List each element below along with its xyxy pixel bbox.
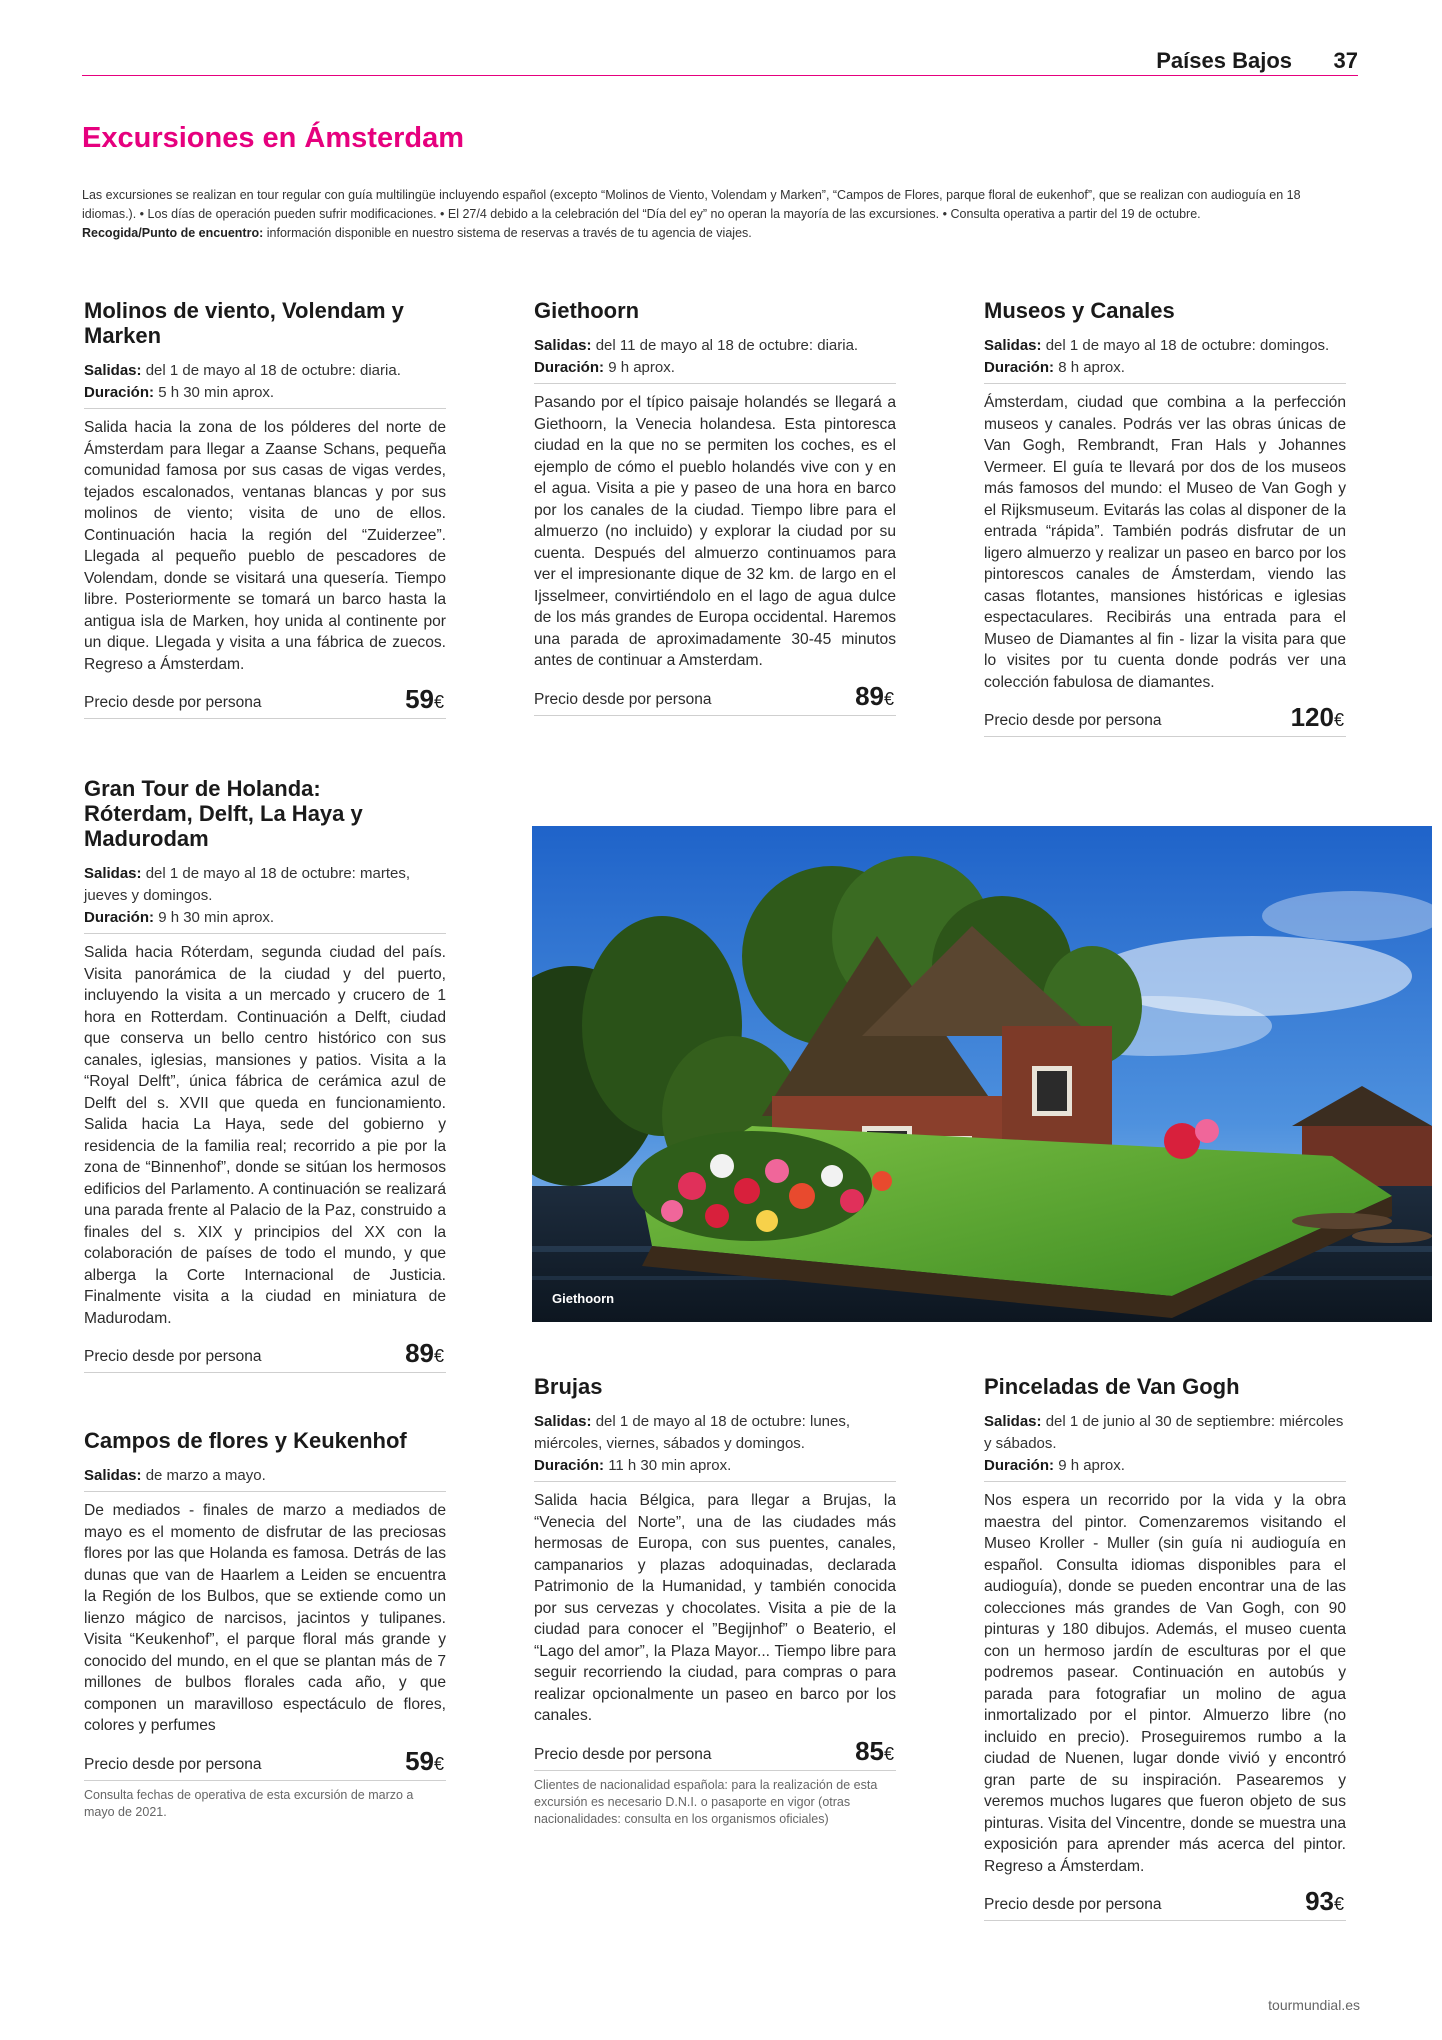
duracion-value: 9 h aprox.: [1058, 1457, 1125, 1474]
photo-caption: Giethoorn: [552, 1291, 615, 1306]
page-title: Excursiones en Ámsterdam: [82, 122, 464, 154]
excursion-description: Ámsterdam, ciudad que combina a la perfección museos y canales. Podrás ver las obras únicas de Van Gogh, Rembrandt, Fran Hals y Johannes Vermeer. El guía te llevará por dos de los museos más famosos del mundo: el Museo de Van Gogh y el Rijksmuseum. Evitarás las colas al disponer de la entrada “rápida”. También podrás disfrutar de un ligero almuerzo y realizar un paseo en barco por los pintorescos canales de Ámsterdam, viendo las casas flotantes, mansiones históricas e iglesias espectaculares. Recibirás una entrada para el Museo de Diamantes al fin - lizar la visita para que lo visites por tu cuenta donde podrás ver una colección fabulosa de diamantes.: [984, 394, 1346, 691]
duracion-label: Duración:: [84, 909, 155, 926]
excursion-description: Pasando por el típico paisaje holandés se llegará a Giethoorn, la Venecia holandesa. Esta pintoresca ciudad en la que no se permiten los coches, es el ejemplo de cómo el pueblo holandés vive con y en el agua. Visita a pie y paseo de una hora en barco por los canales de la ciudad. Tiempo libre para el almuerzo (no incluido) y explorar la ciudad por su cuenta. Después del almuerzo continuamos para ver el impresionante dique de 32 km. de largo en el Ijsselmeer, convirtiéndolo en el lago de agua dulce de los más grandes de Europa occidental. Haremos una parada de aproximadamente 30-45 minutos antes de continuar a Amsterdam.: [534, 394, 896, 669]
excursion-title: Gran Tour de Holanda: Róterdam, Delft, La Haya y Madurodam: [84, 776, 363, 851]
salidas-value: del 1 de mayo al 18 de octubre: lunes, miércoles, viernes, sábados y domingos.: [534, 1413, 851, 1452]
excursion-note: Consulta fechas de operativa de esta excursión de marzo a mayo de 2021.: [84, 1787, 414, 1819]
excursion-title: Campos de flores y Keukenhof: [84, 1428, 407, 1453]
excursion-description: Nos espera un recorrido por la vida y la obra maestra del pintor. Comenzaremos visitando el Museo Kroller - Muller (sin guía ni audioguía en español. Consulta idiomas disponibles para el audioguía), donde se pueden encontrar una de las colecciones más grandes de Van Gogh, con 90 pinturas y 180 dibujos. Además, el museo cuenta con un hermoso jardín de esculturas por el que podremos pasear. Continuación en autobús y parada para fotografiar un molino de agua inmortalizado por el pintor. Almuerzo libre (no incluido en precio). Proseguiremos rumbo a la ciudad de Nuenen, lugar donde vivió y encontró gran parte de su inspiración. Pasearemos y veremos muchos lugares que fueron objeto de sus pinturas. Visita del Vincentre, donde se muestra una exposición para aprender más acerca del pintor. Regreso a Ámsterdam.: [984, 1492, 1346, 1875]
excursion-gran-tour: [84, 776, 446, 1373]
currency-symbol: €: [1333, 710, 1344, 730]
duracion-label: Duración:: [534, 1457, 605, 1474]
price-amount: 89: [855, 680, 884, 711]
price-value: [405, 684, 444, 715]
salidas-value: del 1 de junio al 30 de septiembre: miércoles y sábados.: [984, 1413, 1344, 1452]
price-row: [84, 1337, 446, 1373]
excursion-title: Pinceladas de Van Gogh: [984, 1374, 1240, 1399]
currency-symbol: €: [433, 692, 444, 712]
section-title: Países Bajos: [1156, 48, 1292, 73]
currency-symbol: €: [433, 1753, 444, 1774]
excursion-museos: [984, 298, 1346, 737]
intro-text: [82, 186, 1358, 243]
price-amount: 120: [1290, 702, 1334, 732]
price-amount: 85: [855, 1735, 884, 1766]
salidas-label: Salidas:: [84, 1467, 142, 1484]
giethoorn-image: [532, 826, 1432, 1322]
excursion-title: Brujas: [534, 1374, 603, 1399]
duracion-label: Duración:: [534, 359, 605, 376]
footer-url: tourmundial.es: [1268, 1997, 1360, 2013]
salidas-label: Salidas:: [534, 1413, 592, 1430]
salidas-label: Salidas:: [984, 1413, 1042, 1430]
price-row: [84, 1745, 446, 1781]
salidas-label: Salidas:: [534, 337, 592, 354]
excursion-meta: [534, 1409, 896, 1482]
currency-symbol: €: [883, 1743, 894, 1764]
duracion-value: 8 h aprox.: [1058, 359, 1125, 376]
excursion-description: Salida hacia la zona de los pólderes del norte de Ámsterdam para llegar a Zaanse Schans, pequeña comunidad famosa por sus casas de vigas verdes, tejados escalonados, ventanas blancas y por sus molinos de viento; visita de uno de ellos. Continuación hacia la región del “Zuiderzee”. Llegada al pequeño pueblo de pescadores de Volendam, donde se visitará una quesería. Tiempo libre. Posteriormente se tomará un barco hasta la antigua isla de Marken, hoy unida al continente por un dique. Llegada y visita a una fábrica de zuecos. Regreso a Ámsterdam.: [84, 419, 446, 673]
price-value: [855, 681, 894, 712]
price-value: [1291, 702, 1344, 733]
duracion-value: 9 h aprox.: [608, 359, 675, 376]
price-label: Precio desde por persona: [84, 694, 262, 711]
excursion-description: De mediados - finales de marzo a mediados de mayo es el momento de disfrutar de las preciosas flores por las que Holanda es famosa. Detrás de las dunas que van de Haarlem a Leiden se encuentra la Región de los Bulbos, que se extiende como un lienzo mágico de narcisos, jacintos y tulipanes. Visita “Keukenhof”, el parque floral más grande y conocido del mundo, en el que se plantan más de 7 millones de bulbos florales cada año, y que componen un maravilloso espectáculo de flores, colores y perfumes: [84, 1502, 446, 1734]
intro-body: Las excursiones se realizan en tour regular con guía multilingüe incluyendo español (excepto “Molinos de Viento, Volendam y Marken”, “Campos de Flores, parque floral de eukenhof”, que se realizan con audioguía en 18 idiomas.). • Los días de operación pueden sufrir modificaciones. • El 27/4 debido a la celebración del “Día del ey” no operan la mayoría de las excursiones. • Consulta operativa a partir del 19 de octubre.: [82, 188, 1301, 221]
salidas-label: Salidas:: [84, 865, 142, 882]
salidas-value: del 1 de mayo al 18 de octubre: domingos.: [1045, 337, 1330, 354]
salidas-label: Salidas:: [984, 337, 1042, 354]
price-label: Precio desde por persona: [984, 712, 1162, 729]
currency-symbol: €: [1333, 1894, 1344, 1914]
excursion-meta: [84, 358, 446, 409]
price-amount: 93: [1305, 1886, 1334, 1916]
price-amount: 59: [405, 1745, 434, 1776]
price-value: [1305, 1886, 1344, 1917]
excursion-meta: [984, 333, 1346, 384]
excursion-title: Museos y Canales: [984, 298, 1175, 323]
price-row: [984, 1885, 1346, 1921]
duracion-label: Duración:: [984, 1457, 1055, 1474]
pickup-label: Recogida/Punto de encuentro:: [82, 226, 264, 240]
price-value: [405, 1746, 444, 1777]
currency-symbol: €: [433, 1346, 444, 1366]
duracion-label: Duración:: [84, 384, 155, 401]
giethoorn-photo: [532, 826, 1432, 1322]
price-value: [855, 1736, 894, 1767]
page-header: [82, 46, 1358, 76]
excursion-title: Giethoorn: [534, 298, 640, 323]
excursion-description: Salida hacia Bélgica, para llegar a Brujas, la “Venecia del Norte”, una de las ciudades más hermosas de Europa, con sus puentes, canales, campanarios y plazas adoquinadas, declarada Patrimonio de la Humanidad, y también conocida por sus cervezas y chocolates. Visita a pie de la ciudad para conocer el ”Begijnhof” o Beaterio, el “Lago del amor”, la Plaza Mayor... Tiempo libre para seguir recorriendo la ciudad, para compras o para realizar opcionalmente un paseo en barco por los canales.: [534, 1492, 896, 1724]
price-amount: 59: [405, 684, 434, 714]
excursion-meta: [984, 1409, 1346, 1482]
salidas-value: del 1 de mayo al 18 de octubre: diaria.: [145, 362, 401, 379]
price-row: [984, 701, 1346, 737]
excursion-meta: [84, 861, 446, 934]
price-label: Precio desde por persona: [84, 1348, 262, 1365]
salidas-label: Salidas:: [84, 362, 142, 379]
excursion-note: Clientes de nacionalidad española: para la realización de esta excursión es necesario D.N.I. o pasaporte en vigor (otras nacionalidades: consulta en los organismos oficiales): [534, 1777, 878, 1826]
currency-symbol: €: [883, 688, 894, 709]
excursion-campos: [84, 1428, 446, 1821]
excursion-brujas: [534, 1374, 896, 1828]
price-amount: 89: [405, 1338, 434, 1368]
price-label: Precio desde por persona: [534, 690, 712, 708]
pickup-text: información disponible en nuestro sistema de reservas a través de tu agencia de viajes.: [266, 226, 752, 240]
excursion-meta: [534, 333, 896, 384]
price-label: Precio desde por persona: [984, 1896, 1162, 1913]
duracion-value: 5 h 30 min aprox.: [158, 384, 275, 401]
price-row: [84, 683, 446, 719]
duracion-value: 9 h 30 min aprox.: [158, 909, 275, 926]
excursion-title: Molinos de viento, Volendam y Marken: [84, 298, 404, 348]
price-row: [534, 1735, 896, 1771]
excursion-meta: [84, 1463, 446, 1492]
excursion-van-gogh: [984, 1374, 1346, 1921]
page-number: 37: [1333, 48, 1358, 73]
salidas-value: del 1 de mayo al 18 de octubre: martes, jueves y domingos.: [84, 865, 411, 904]
price-value: [405, 1338, 444, 1369]
duracion-value: 11 h 30 min aprox.: [608, 1457, 732, 1474]
price-label: Precio desde por persona: [84, 1755, 262, 1773]
duracion-label: Duración:: [984, 359, 1055, 376]
price-row: [534, 680, 896, 716]
price-label: Precio desde por persona: [534, 1745, 712, 1763]
salidas-value: de marzo a mayo.: [145, 1467, 266, 1484]
excursion-giethoorn: [534, 298, 896, 716]
salidas-value: del 11 de mayo al 18 de octubre: diaria.: [595, 337, 859, 354]
excursion-molinos: [84, 298, 446, 719]
excursion-description: Salida hacia Róterdam, segunda ciudad del país. Visita panorámica de la ciudad y del puerto, incluyendo la visita a un mercado y crucero de 1 hora en Rotterdam. Continuación a Delft, ciudad que conserva un bello centro histórico con sus canales, iglesias, mansiones y patios. Visita a la “Royal Delft”, única fábrica de cerámica azul de Delft del s. XVII que queda en funcionamiento. Salida hacia La Haya, sede del gobierno y residencia de la familia real; recorrido a pie por la zona de “Binnenhof”, donde se sitúan los hermosos edificios del Parlamento. A continuación se realizará una parada frente al Palacio de la Paz, construido a finales del s. XIX y principios del XX con la colaboración de países de todo el mundo, y que alberga la Corte Internacional de Justicia. Finalmente visita a la ciudad en miniatura de Madurodam.: [84, 944, 446, 1327]
